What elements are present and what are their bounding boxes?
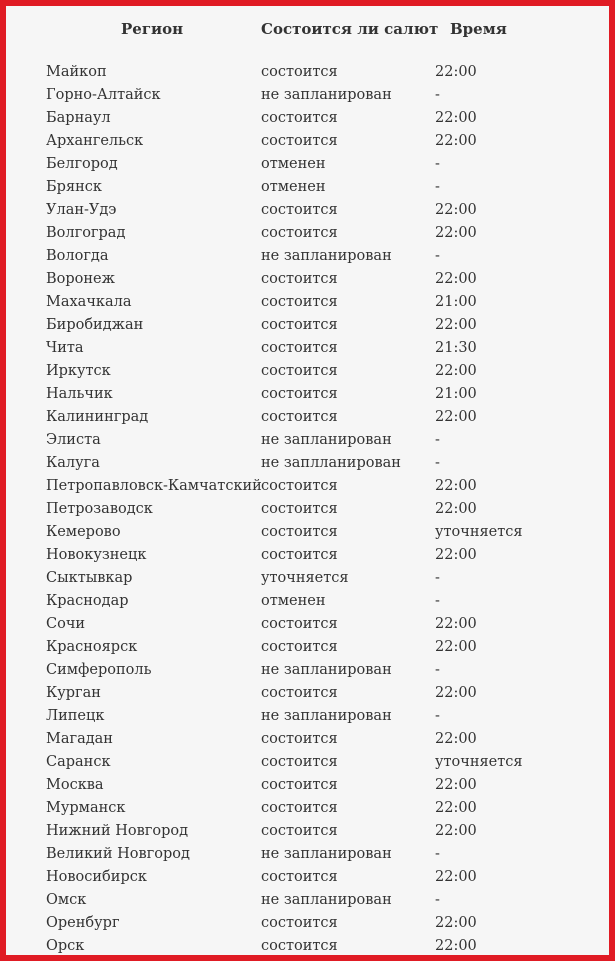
row-status: состоится	[261, 685, 338, 701]
table-row	[6, 360, 609, 383]
row-region: Волгоград	[46, 225, 126, 241]
table-row	[6, 567, 609, 590]
row-region: Чита	[46, 340, 84, 356]
row-region: Махачкала	[46, 294, 132, 310]
row-region: Белгород	[46, 156, 118, 172]
table-row	[6, 935, 609, 958]
table-row	[6, 130, 609, 153]
row-region: Калуга	[46, 455, 100, 471]
row-status: не запланирован	[261, 892, 392, 908]
row-time: 22:00	[435, 501, 477, 517]
row-time: 22:00	[435, 110, 477, 126]
row-region: Вологда	[46, 248, 109, 264]
row-status: состоится	[261, 915, 338, 931]
row-time: 22:00	[435, 869, 477, 885]
row-status: состоится	[261, 731, 338, 747]
row-status: не запланирован	[261, 846, 392, 862]
table-row	[6, 544, 609, 567]
header-salute: Состоится ли салют	[261, 20, 439, 38]
row-region: Сыктывкар	[46, 570, 133, 586]
row-time: уточняется	[435, 754, 523, 770]
row-time: 22:00	[435, 731, 477, 747]
row-time: -	[435, 455, 440, 471]
row-time: -	[435, 570, 440, 586]
table-row	[6, 61, 609, 84]
header-region: Регион	[121, 20, 184, 38]
row-status: состоится	[261, 869, 338, 885]
row-status: отменен	[261, 179, 326, 195]
row-region: Липецк	[46, 708, 105, 724]
row-status: состоится	[261, 202, 338, 218]
row-region: Брянск	[46, 179, 102, 195]
row-region: Иркутск	[46, 363, 111, 379]
row-region: Мурманск	[46, 800, 126, 816]
row-status: не запланирован	[261, 662, 392, 678]
row-status: состоится	[261, 317, 338, 333]
table-row	[6, 383, 609, 406]
row-time: 22:00	[435, 616, 477, 632]
row-region: Новосибирск	[46, 869, 147, 885]
table-row	[6, 337, 609, 360]
row-region: Петропавловск-Камчатский	[46, 478, 262, 494]
row-status: состоится	[261, 616, 338, 632]
table-row	[6, 636, 609, 659]
row-status: состоится	[261, 478, 338, 494]
table-row	[6, 84, 609, 107]
row-status: не заплланирован	[261, 455, 401, 471]
table-row	[6, 199, 609, 222]
table-row	[6, 590, 609, 613]
row-status: не запланирован	[261, 248, 392, 264]
row-time: 22:00	[435, 685, 477, 701]
row-status: состоится	[261, 524, 338, 540]
row-region: Симферополь	[46, 662, 152, 678]
table-row	[6, 176, 609, 199]
row-region: Сочи	[46, 616, 86, 632]
row-status: отменен	[261, 156, 326, 172]
row-time: 22:00	[435, 409, 477, 425]
row-time: 22:00	[435, 64, 477, 80]
row-time: -	[435, 708, 440, 724]
table-row	[6, 245, 609, 268]
row-time: 22:00	[435, 317, 477, 333]
row-status: состоится	[261, 800, 338, 816]
table-row	[6, 268, 609, 291]
table-row	[6, 452, 609, 475]
row-time: 22:00	[435, 133, 477, 149]
row-time: -	[435, 846, 440, 862]
table-row	[6, 889, 609, 912]
row-time: 22:00	[435, 777, 477, 793]
row-region: Архангельск	[46, 133, 144, 149]
row-time: -	[435, 248, 440, 264]
row-status: состоится	[261, 547, 338, 563]
row-region: Кемерово	[46, 524, 121, 540]
row-time: 22:00	[435, 202, 477, 218]
row-time: 21:00	[435, 294, 477, 310]
row-region: Красноярск	[46, 639, 138, 655]
row-region: Саранск	[46, 754, 111, 770]
table-row	[6, 659, 609, 682]
row-status: состоится	[261, 133, 338, 149]
row-region: Новокузнецк	[46, 547, 147, 563]
row-time: 22:00	[435, 225, 477, 241]
table-row	[6, 222, 609, 245]
table-row	[6, 682, 609, 705]
table-row	[6, 728, 609, 751]
row-status: состоится	[261, 294, 338, 310]
row-region: Петрозаводск	[46, 501, 153, 517]
row-time: 22:00	[435, 938, 477, 954]
row-status: не запланирован	[261, 87, 392, 103]
row-region: Элиста	[46, 432, 101, 448]
row-status: состоится	[261, 64, 338, 80]
row-status: состоится	[261, 110, 338, 126]
table-row	[6, 153, 609, 176]
row-region: Горно-Алтайск	[46, 87, 161, 103]
row-region: Краснодар	[46, 593, 129, 609]
row-time: -	[435, 892, 440, 908]
row-region: Великий Новгород	[46, 846, 190, 862]
row-time: уточняется	[435, 524, 523, 540]
row-region: Магадан	[46, 731, 113, 747]
row-region: Калининград	[46, 409, 149, 425]
row-region: Биробиджан	[46, 317, 144, 333]
row-time: 22:00	[435, 547, 477, 563]
row-time: -	[435, 87, 440, 103]
row-status: состоится	[261, 271, 338, 287]
row-status: не запланирован	[261, 708, 392, 724]
row-time: -	[435, 432, 440, 448]
row-time: 21:00	[435, 386, 477, 402]
row-time: 21:30	[435, 340, 477, 356]
row-region: Улан-Удэ	[46, 202, 117, 218]
row-region: Оренбург	[46, 915, 120, 931]
row-region: Москва	[46, 777, 104, 793]
row-status: состоится	[261, 409, 338, 425]
table-row	[6, 475, 609, 498]
table-row	[6, 912, 609, 935]
table-row	[6, 406, 609, 429]
row-region: Майкоп	[46, 64, 107, 80]
table-row	[6, 705, 609, 728]
table-row	[6, 429, 609, 452]
row-region: Курган	[46, 685, 101, 701]
row-status: состоится	[261, 823, 338, 839]
row-status: уточняется	[261, 570, 349, 586]
table-row	[6, 774, 609, 797]
row-region: Орск	[46, 938, 85, 954]
table-row	[6, 498, 609, 521]
row-time: 22:00	[435, 800, 477, 816]
row-time: -	[435, 179, 440, 195]
row-status: состоится	[261, 639, 338, 655]
table-body	[6, 61, 609, 958]
row-time: 22:00	[435, 639, 477, 655]
row-status: состоится	[261, 363, 338, 379]
table-row	[6, 291, 609, 314]
table-row	[6, 866, 609, 889]
row-region: Нижний Новгород	[46, 823, 189, 839]
row-status: не запланирован	[261, 432, 392, 448]
table-row	[6, 107, 609, 130]
row-time: -	[435, 662, 440, 678]
row-time: 22:00	[435, 363, 477, 379]
table-row	[6, 843, 609, 866]
row-region: Омск	[46, 892, 87, 908]
table-row	[6, 521, 609, 544]
row-status: состоится	[261, 340, 338, 356]
table-header	[6, 20, 609, 46]
row-time: 22:00	[435, 915, 477, 931]
table-row	[6, 751, 609, 774]
row-time: 22:00	[435, 478, 477, 494]
row-status: состоится	[261, 777, 338, 793]
row-region: Воронеж	[46, 271, 115, 287]
table-row	[6, 797, 609, 820]
row-status: состоится	[261, 501, 338, 517]
row-status: состоится	[261, 225, 338, 241]
header-time: Время	[450, 20, 507, 38]
row-time: 22:00	[435, 823, 477, 839]
row-status: отменен	[261, 593, 326, 609]
row-region: Барнаул	[46, 110, 111, 126]
row-time: -	[435, 156, 440, 172]
row-status: состоится	[261, 938, 338, 954]
table-row	[6, 613, 609, 636]
row-status: состоится	[261, 386, 338, 402]
row-status: состоится	[261, 754, 338, 770]
row-region: Нальчик	[46, 386, 113, 402]
row-time: -	[435, 593, 440, 609]
table-row	[6, 820, 609, 843]
table-row	[6, 314, 609, 337]
row-time: 22:00	[435, 271, 477, 287]
